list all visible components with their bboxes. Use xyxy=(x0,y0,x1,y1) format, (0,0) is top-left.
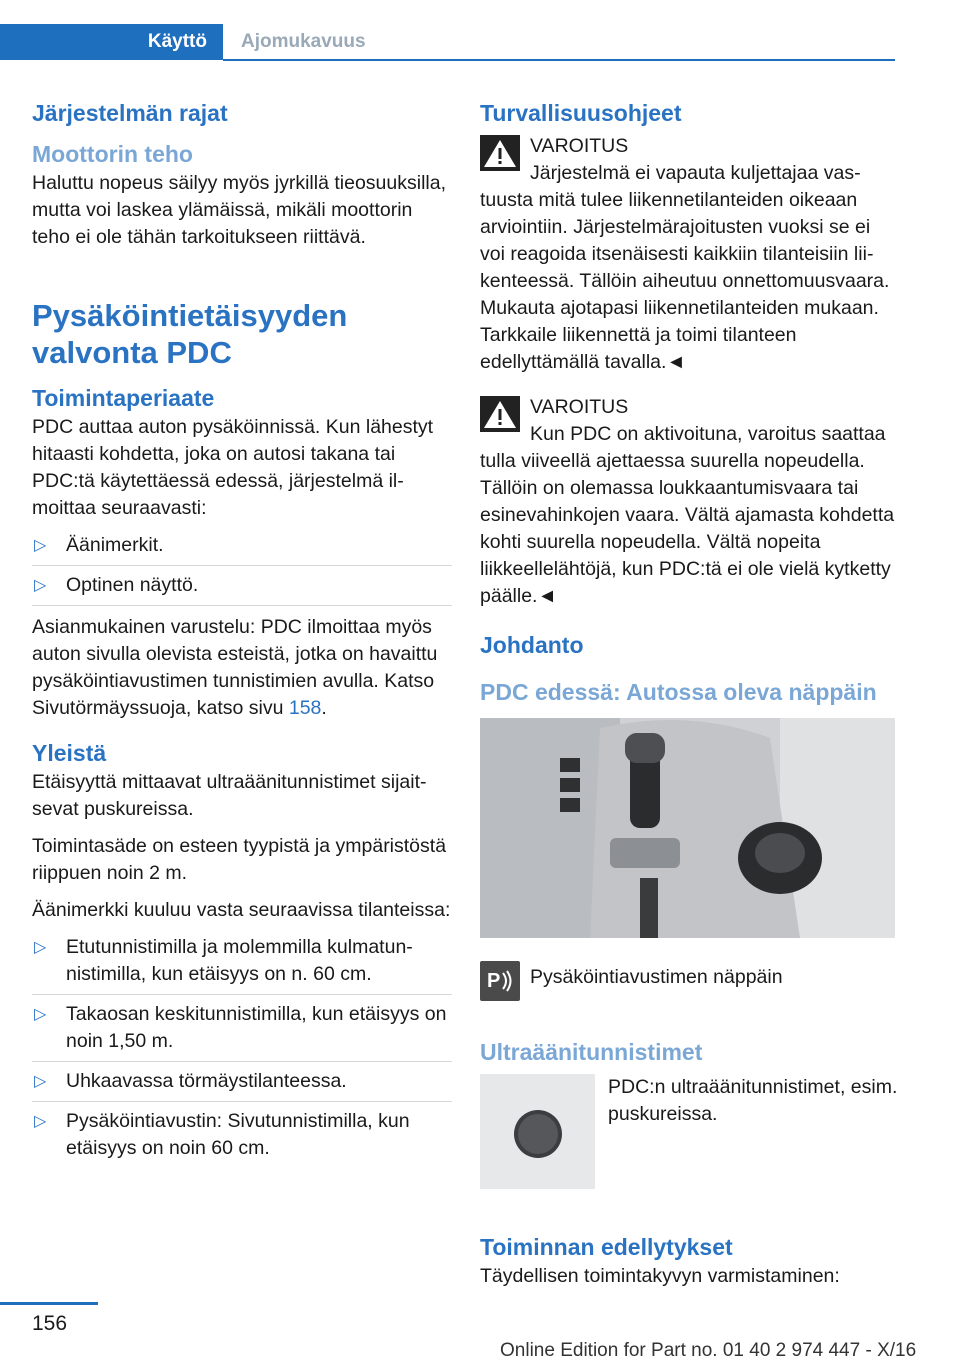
list-item: ▷ Takaosan keskitunnistimilla, kun etäisyys on noin 1,50 m. xyxy=(32,1001,452,1062)
edition-text: Online Edition for Part no. 01 40 2 974 447 - X/16 xyxy=(500,1340,917,1361)
warning-label: VAROITUS xyxy=(530,135,629,157)
section-tab-active[interactable]: Käyttö xyxy=(0,24,223,60)
page-number: 156 xyxy=(32,1312,68,1335)
svg-text:P: P xyxy=(487,970,501,992)
triangle-bullet-icon: ▷ xyxy=(34,939,47,956)
parking-assist-icon xyxy=(480,961,520,1001)
list-signals xyxy=(32,532,452,606)
console-photo xyxy=(480,718,895,938)
triangle-bullet-icon: ▷ xyxy=(34,1113,47,1130)
warning-text: Kun PDC on aktivoituna, varoitus saattaa tulla viiveellä ajettaessa suurella nopeudella. Tällöin on olemassa loukkaantumisvaara tai esinevahinkojen vaara. Vältä ajamasta kohdetta kohti suurella nopeudella. Vältä nopeita liikkeellelähtöjä, kun PDC:tä ei ole vielä kytketty päälle.◄ xyxy=(480,423,895,607)
triangle-bullet-icon: ▷ xyxy=(34,577,47,594)
list-item: ▷ Äänimerkit. xyxy=(32,532,452,566)
list-item: ▷ Optinen näyttö. xyxy=(32,572,452,606)
subheading-sensors: Ultraäänitunnistimet xyxy=(480,1039,703,1065)
heading-intro: Johdanto xyxy=(480,632,584,658)
paragraph-sensors: Etäisyyttä mittaavat ultraäänitunnistimet sijaitsevat puskureissa. xyxy=(32,771,427,820)
sensor-text: PDC:n ultraäänitunnistimet, esim. puskureissa. xyxy=(608,1076,898,1125)
paragraph-engine-power: Haluttu nopeus säilyy myös jyrkillä tieosuuksilla, mutta voi laskea ylämäissä, mikäli moottorin teho ei ole tähän tarkoitukseen riittävä. xyxy=(32,172,447,248)
warning-triangle-icon xyxy=(480,396,520,432)
heading-principle: Toimintaperiaate xyxy=(32,385,215,411)
warning-block-2 xyxy=(480,394,895,610)
sensor-block xyxy=(480,1074,898,1204)
warning-block-1 xyxy=(480,133,895,376)
pdc-button-row xyxy=(480,961,895,1011)
section-tab-inactive[interactable]: Ajomukavuus xyxy=(241,31,366,52)
list-beep-conditions xyxy=(32,934,452,1168)
heading-safety: Turvallisuusohjeet xyxy=(480,100,682,126)
warning-text: Järjestelmä ei vapauta kuljettajaa vastuusta mitä tulee liikennetilanteiden oikeaan arviointiin. Järjestelmärajoitusten vuoksi se ei voi reagoida itsenäisesti kaikkiin tilanteisiin liikenteessä. Tällöin aiheutuu onnettomuusvaara. Mukauta ajotapasi liikennetilanteiden mukaan. Tarkkaile liikennettä ja toimi tilanteen edellyttämällä tavalla.◄ xyxy=(480,162,890,373)
paragraph-principle: PDC auttaa auton pysäköinnissä. Kun lähestyt hitaasti kohdetta, joka on autosi takana tai PDC:tä käytettäessä edessä, järjestelmä ilmoittaa seuraavasti: xyxy=(32,416,434,519)
right-column xyxy=(480,100,898,1300)
subheading-pdc-button: PDC edessä: Autossa oleva näppäin xyxy=(480,679,877,705)
paragraph-beep: Äänimerkki kuuluu vasta seuraavissa tilanteissa: xyxy=(32,899,451,921)
triangle-bullet-icon: ▷ xyxy=(34,1006,47,1023)
header-rule xyxy=(223,59,895,61)
warning-label: VAROITUS xyxy=(530,396,629,418)
triangle-bullet-icon: ▷ xyxy=(34,1073,47,1090)
warning-triangle-icon xyxy=(480,135,520,171)
left-column xyxy=(32,100,452,1176)
list-item: ▷ Etutunnistimilla ja molemmilla kulmatunnistimilla, kun etäisyys on n. 60 cm. xyxy=(32,934,452,995)
paragraph-range: Toimintasäde on esteen tyypistä ja ympäristöstä riippuen noin 2 m. xyxy=(32,835,447,884)
sensor-photo xyxy=(480,1074,595,1189)
page-header xyxy=(0,0,895,62)
pdc-button-caption: Pysäköintiavustimen näppäin xyxy=(530,966,783,988)
list-item: ▷ Uhkaavassa törmäystilanteessa. xyxy=(32,1068,452,1102)
chapter-title: Pysäköintietäisyyden valvonta PDC xyxy=(32,298,348,370)
triangle-bullet-icon: ▷ xyxy=(34,537,47,554)
heading-system-limits: Järjestelmän rajat xyxy=(32,100,228,126)
list-item: ▷ Pysäköintiavustin: Sivutunnistimilla, kun etäisyys on noin 60 cm. xyxy=(34,1110,410,1159)
footer-rule xyxy=(0,1302,98,1305)
paragraph-requirements: Täydellisen toimintakyvyn varmistaminen: xyxy=(480,1265,840,1287)
paragraph-equipment: Asianmukainen varustelu: PDC ilmoittaa myös auton sivulla olevista esteistä, jotka on havaittu pysäköintiavustimen tunnistimien avulla. Katso Sivutörmäyssuoja, katso sivu 158. xyxy=(32,616,438,719)
subheading-engine-power: Moottorin teho xyxy=(32,141,193,167)
heading-requirements: Toiminnan edellytykset xyxy=(480,1234,733,1260)
page-link[interactable]: 158 xyxy=(288,697,322,719)
heading-general: Yleistä xyxy=(32,740,107,766)
